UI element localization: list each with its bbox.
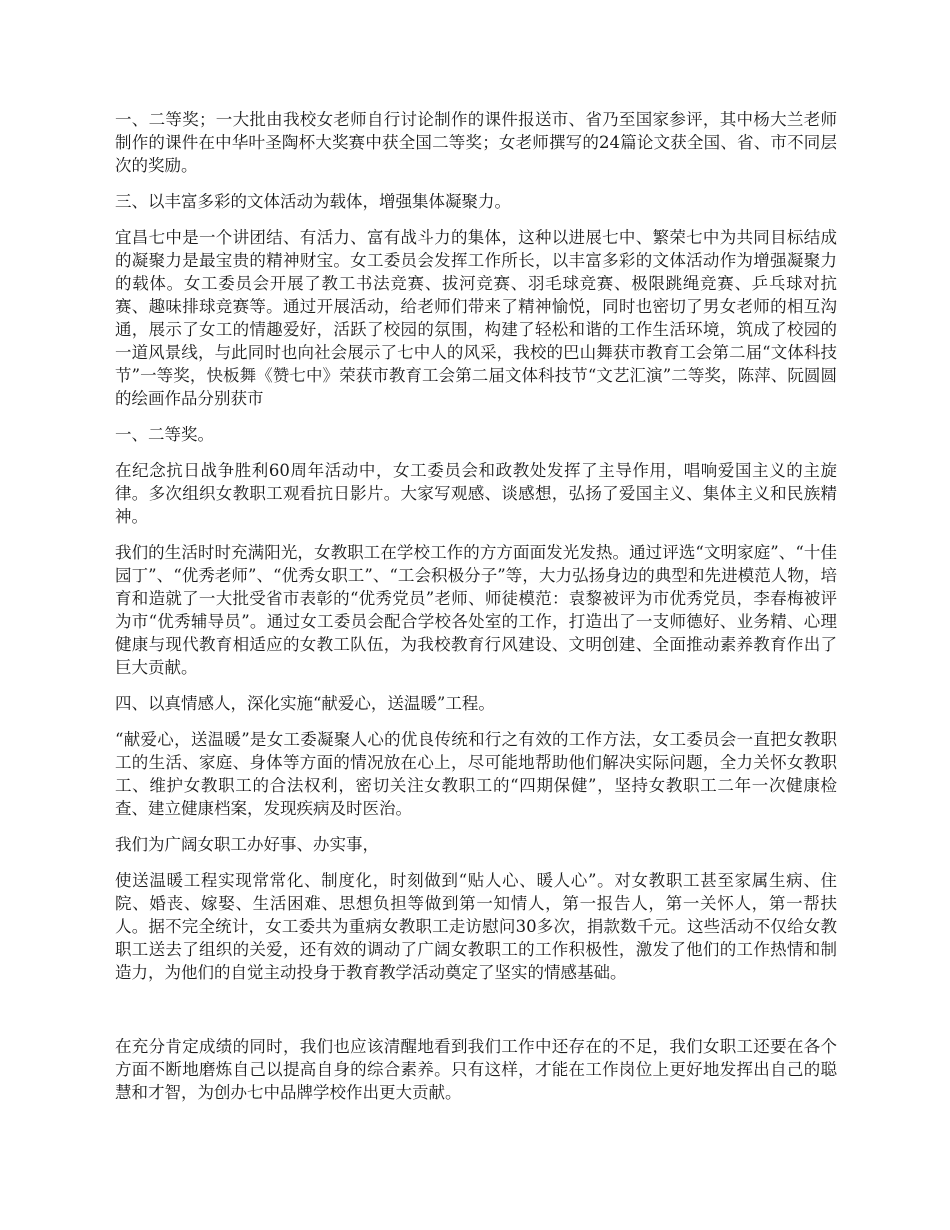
document-page (115, 108, 837, 1117)
paragraph-awards-short: 一、二等奖。 (115, 425, 214, 444)
paragraph-conclusion: 在充分肯定成绩的同时，我们也应该清醒地看到我们工作中还存在的不足，我们女职工还要在各个方面不断地磨炼自己以提高自身的综合素养。只有这样，才能在工作岗位上更好地发挥出自己的聪慧和才智，为创办七中品牌学校作出更大贡献。 (115, 1037, 837, 1102)
paragraph-anniversary: 在纪念抗日战争胜利60周年活动中，女工委员会和政教处发挥了主导作用，唱响爱国主义的主旋律。多次组织女教职工观看抗日影片。大家写观感、谈感想，弘扬了爱国主义、集体主义和民族精神。 (115, 461, 837, 526)
paragraph-good-deeds: 我们为广阔女职工办好事、办实事， (115, 835, 379, 854)
paragraph-cohesion: 宜昌七中是一个讲团结、有活力、富有战斗力的集体，这种以进展七中、繁荣七中为共同目标结成的凝聚力是最宝贵的精神财宝。女工委员会发挥工作所长，以丰富多彩的文体活动作为增强凝聚力的载体。女工委员会开展了教工书法竞赛、拔河竞赛、羽毛球竞赛、极限跳绳竞赛、乒乓球对抗赛、趣味排球竞赛等。通过开展活动，给老师们带来了精神愉悦，同时也密切了男女老师的相互沟通，展示了女工的情趣爱好，活跃了校园的氛围，构建了轻松和谐的工作生活环境，筑成了校园的一道风景线，与此同时也向社会展示了七中人的风采，我校的巴山舞获市教育工会第二届“文体科技节”一等奖，快板舞《赞七中》荣获市教育工会第二届文体科技节“文艺汇演”二等奖，陈萍、阮圆圆的绘画作品分别获市 (115, 228, 837, 408)
section-heading-4: 四、以真情感人，深化实施“献爱心，送温暖”工程。 (115, 694, 495, 713)
paragraph-role-models: 我们的生活时时充满阳光，女教职工在学校工作的方方面面发光发热。通过评选“文明家庭”、“十佳园丁”、“优秀老师”、“优秀女职工”、“工会积极分子”等，大力弘扬身边的典型和先进模范人物，培育和造就了一大批受省市表彰的“优秀党员”老师、师徒模范：袁黎被评为市优秀党员，李春梅被评为市“优秀辅导员”。通过女工委员会配合学校各处室的工作，打造出了一支师德好、业务精、心理健康与现代教育相适应的女教工队伍，为我校教育行风建设、文明创建、全面推动素养教育作出了巨大贡献。 (115, 543, 837, 677)
paragraph-awards-continued: 一、二等奖；一大批由我校女老师自行讨论制作的课件报送市、省乃至国家参评，其中杨大兰老师制作的课件在中华叶圣陶杯大奖赛中获全国二等奖；女老师撰写的24篇论文获全国、省、市不同层次的奖励。 (115, 110, 837, 175)
paragraph-warmth-tradition: “献爱心，送温暖”是女工委凝聚人心的优良传统和行之有效的工作方法，女工委员会一直把女教职工的生活、家庭、身体等方面的情况放在心上，尽可能地帮助他们解决实际问题，全力关怀女教职工、维护女教职工的合法权利，密切关注女教职工的“四期保健”，坚持女教职工二年一次健康检查、建立健康档案，发现疾病及时医治。 (115, 730, 837, 818)
section-heading-3: 三、以丰富多彩的文体活动为载体，增强集体凝聚力。 (115, 192, 511, 211)
paragraph-warmth-project: 使送温暖工程实现常常化、制度化，时刻做到“贴人心、暖人心”。对女教职工甚至家属生病、住院、婚丧、嫁娶、生活困难、思想负担等做到第一知情人，第一报告人，第一关怀人，第一帮扶人。据不完全统计，女工委共为重病女教职工走访慰问30多次，捐款数千元。这些活动不仅给女教职工送去了组织的关爱，还有效的调动了广阔女教职工的工作积极性，激发了他们的工作热情和制造力，为他们的自觉主动投身于教育教学活动奠定了坚实的情感基础。 (115, 871, 837, 982)
paragraph-spacer (115, 997, 837, 1035)
